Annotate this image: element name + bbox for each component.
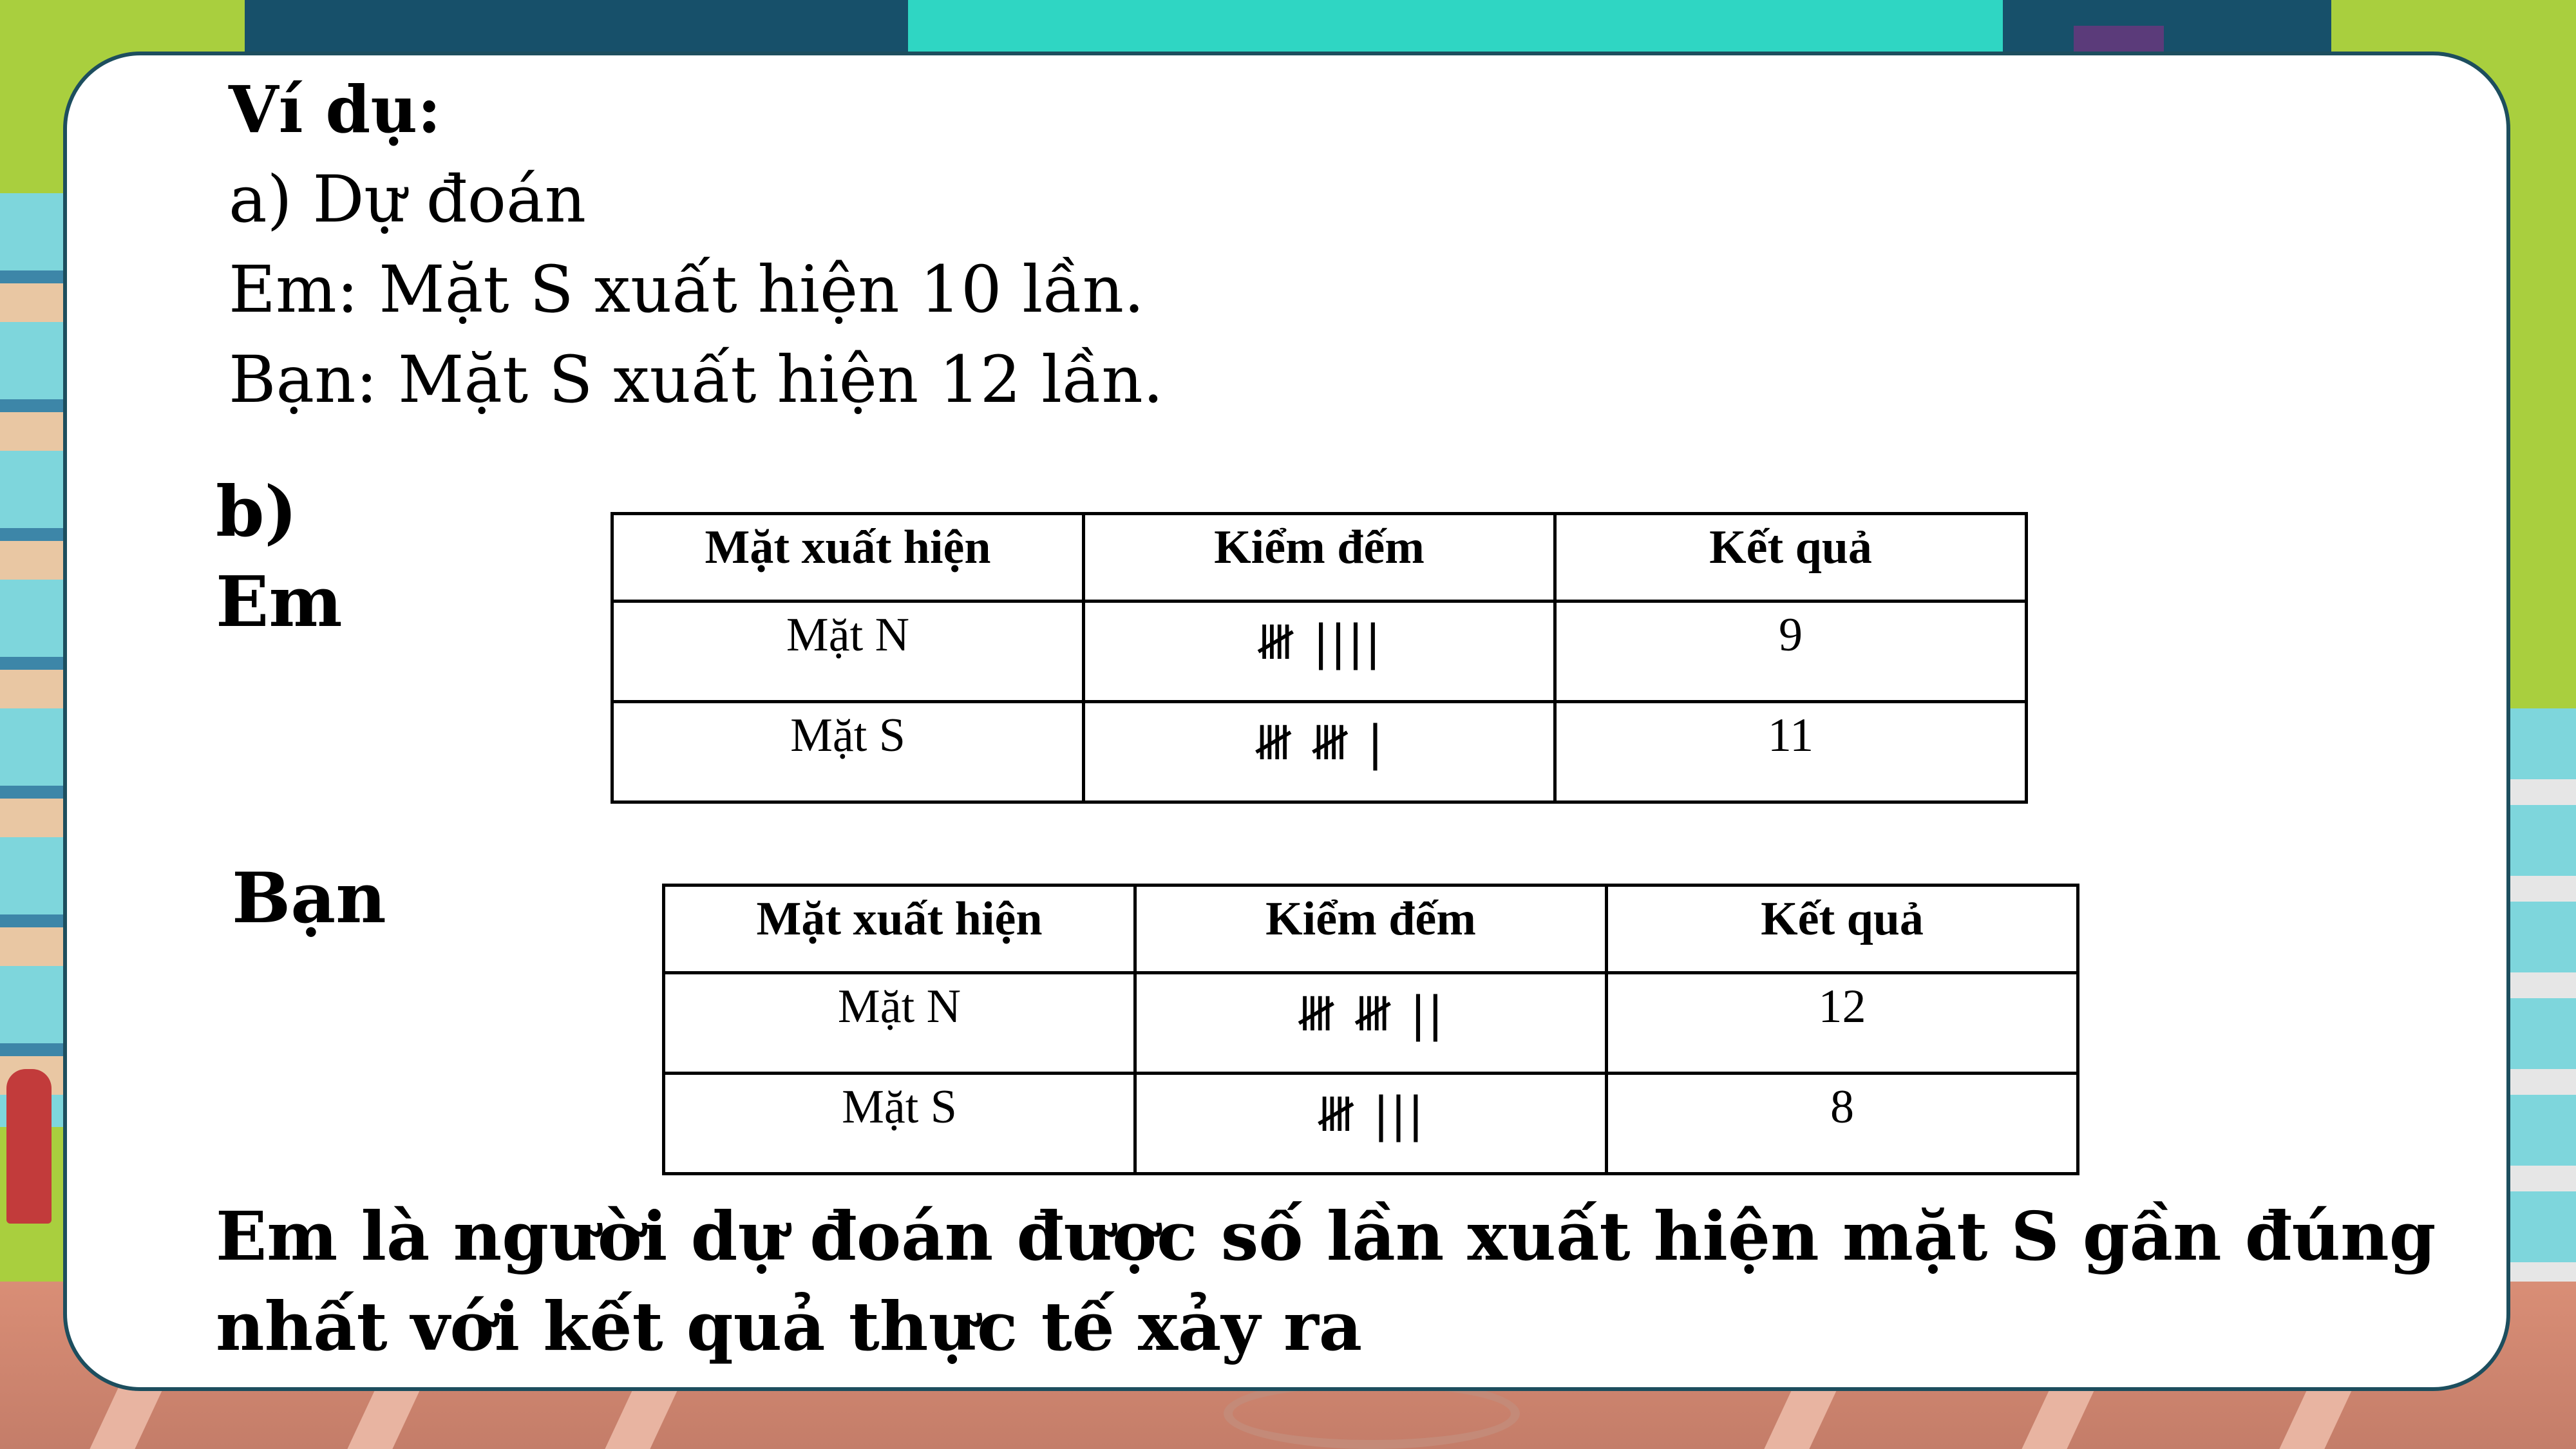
part-a-label: a) Dự đoán xyxy=(229,162,587,237)
cell-result: 12 xyxy=(1607,973,2078,1074)
cell-face: Mặt N xyxy=(664,973,1135,1074)
cell-tally: 𝍸 ||| xyxy=(1135,1074,1607,1174)
table-row xyxy=(664,973,2078,1074)
ban-prediction: Bạn: Mặt S xuất hiện 12 lần. xyxy=(229,342,1164,417)
cell-result: 8 xyxy=(1607,1074,2078,1174)
cell-result: 9 xyxy=(1555,601,2027,702)
cell-tally: 𝍸 𝍸 | xyxy=(1084,702,1555,802)
fire-hydrant-icon xyxy=(6,1069,52,1224)
background-right-building xyxy=(2505,708,2576,1288)
cell-result: 11 xyxy=(1555,702,2027,802)
header-face: Mặt xuất hiện xyxy=(612,514,1084,601)
background-left-building xyxy=(0,193,71,1127)
table-row xyxy=(612,702,2027,802)
table-row xyxy=(664,1074,2078,1174)
em-label: Em xyxy=(216,562,343,643)
header-tally: Kiểm đếm xyxy=(1135,886,1607,973)
cell-face: Mặt S xyxy=(612,702,1084,802)
em-tally-table xyxy=(611,512,2028,804)
table-header-row xyxy=(612,514,2027,601)
em-prediction: Em: Mặt S xuất hiện 10 lần. xyxy=(229,252,1144,327)
header-result: Kết quả xyxy=(1555,514,2027,601)
header-result: Kết quả xyxy=(1607,886,2078,973)
cell-face: Mặt N xyxy=(612,601,1084,702)
ban-tally-table xyxy=(662,884,2079,1175)
table-header-row xyxy=(664,886,2078,973)
header-tally: Kiểm đếm xyxy=(1084,514,1555,601)
conclusion-text: Em là người dự đoán được số lần xuất hiện mặt S gần đúng nhất với kết quả thực tế xảy ra xyxy=(216,1197,2436,1366)
cell-tally: 𝍸 𝍸 || xyxy=(1135,973,1607,1074)
table-row xyxy=(612,601,2027,702)
ban-label: Bạn xyxy=(232,858,386,939)
example-title: Ví dụ: xyxy=(229,71,441,147)
cell-face: Mặt S xyxy=(664,1074,1135,1174)
cell-tally: 𝍸 |||| xyxy=(1084,601,1555,702)
header-face: Mặt xuất hiện xyxy=(664,886,1135,973)
part-b-label: b) xyxy=(216,471,298,553)
